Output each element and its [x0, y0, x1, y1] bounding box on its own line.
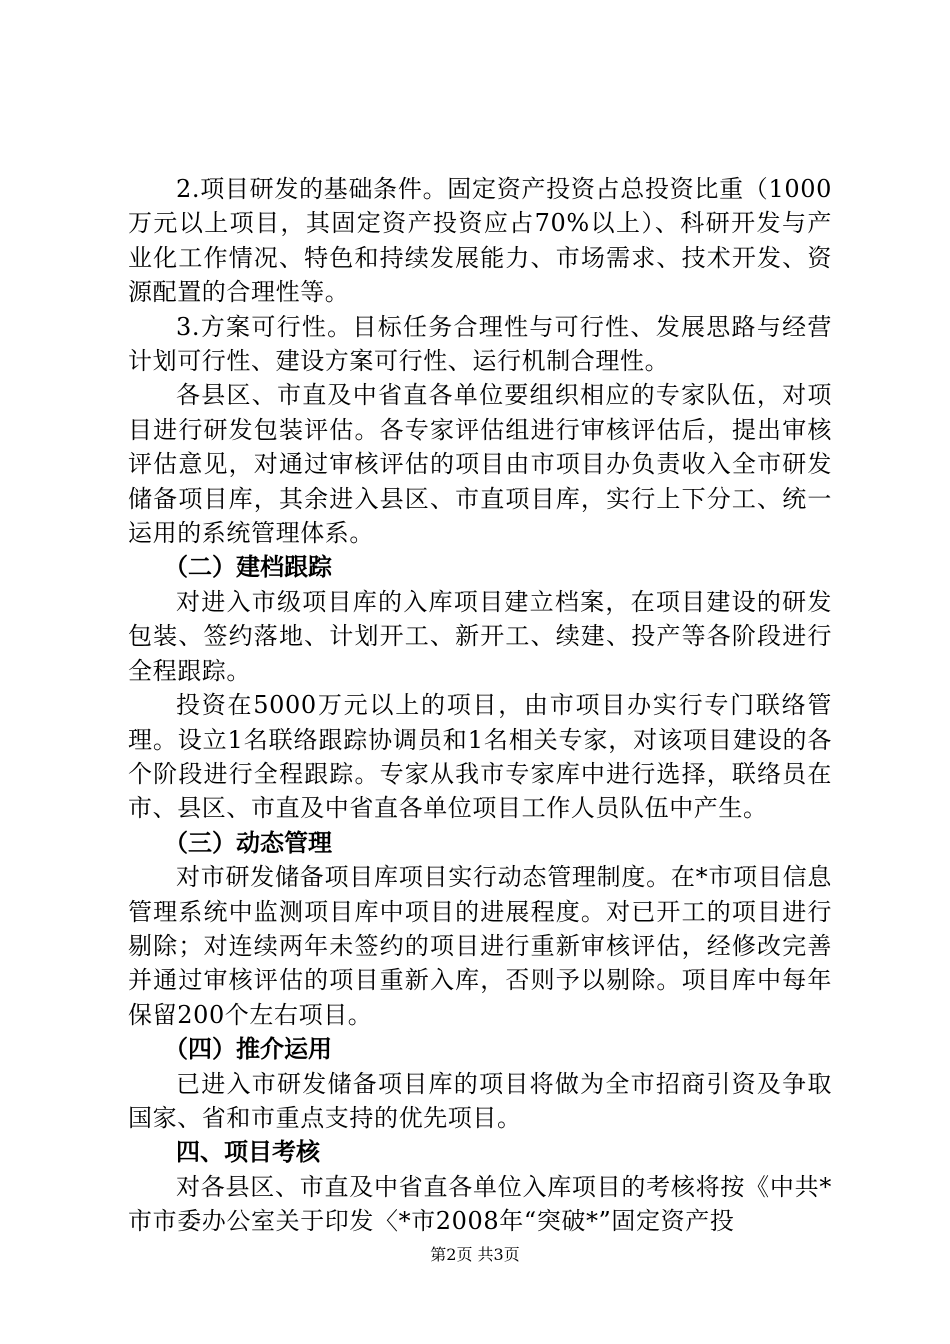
heading-project-assessment: 四、项目考核 [176, 1138, 320, 1167]
paragraph-archive-records: 对进入市级项目库的入库项目建立档案，在项目建设的研发包装、签约落地、计划开工、新开工、续建、投产等各阶段进行全程跟踪。 [128, 587, 832, 685]
paragraph-plan-feasibility: 3.方案可行性。目标任务合理性与可行性、发展思路与经营计划可行性、建设方案可行性、运行机制合理性。 [128, 312, 832, 376]
heading-archive-tracking: （二）建档跟踪 [164, 553, 332, 582]
heading-dynamic-management: （三）动态管理 [164, 828, 332, 857]
paragraph-promotion: 已进入市研发储备项目库的项目将做为全市招商引资及争取国家、省和市重点支持的优先项目。 [128, 1069, 832, 1132]
paragraph-liaison-management: 投资在5000万元以上的项目，由市项目办实行专门联络管理。设立1名联络跟踪协调员和1名相关专家，对该项目建设的各个阶段进行全程跟踪。专家从我市专家库中进行选择，联络员在市、县区、市直及中省直各单位项目工作人员队伍中产生。 [128, 691, 832, 823]
paragraph-expert-evaluation: 各县区、市直及中省直各单位要组织相应的专家队伍，对项目进行研发包装评估。各专家评估组进行审核评估后，提出审核评估意见，对通过审核评估的项目由市项目办负责收入全市研发储备项目库，其余进入县区、市直项目库，实行上下分工、统一运用的系统管理体系。 [128, 381, 832, 548]
paragraph-basic-conditions: 2.项目研发的基础条件。固定资产投资占总投资比重（1000万元以上项目，其固定资产投资应占70%以上）、科研开发与产业化工作情况、特色和持续发展能力、市场需求、技术开发、资源配置的合理性等。 [128, 175, 832, 307]
page-footer [0, 1245, 950, 1265]
heading-promotion: （四）推介运用 [164, 1035, 332, 1064]
paragraph-dynamic-management: 对市研发储备项目库项目实行动态管理制度。在*市项目信息管理系统中监测项目库中项目的进展程度。对已开工的项目进行剔除；对连续两年未签约的项目进行重新审核评估，经修改完善并通过审核评估的项目重新入库，否则予以剔除。项目库中每年保留200个左右项目。 [128, 863, 832, 1029]
document-body [128, 172, 832, 1239]
page-number-label: 第2页 共3页 [430, 1245, 520, 1264]
paragraph-assessment: 对各县区、市直及中省直各单位入库项目的考核将按《中共*市市委办公室关于印发〈*市2008年“突破*”固定资产投 [128, 1172, 832, 1236]
